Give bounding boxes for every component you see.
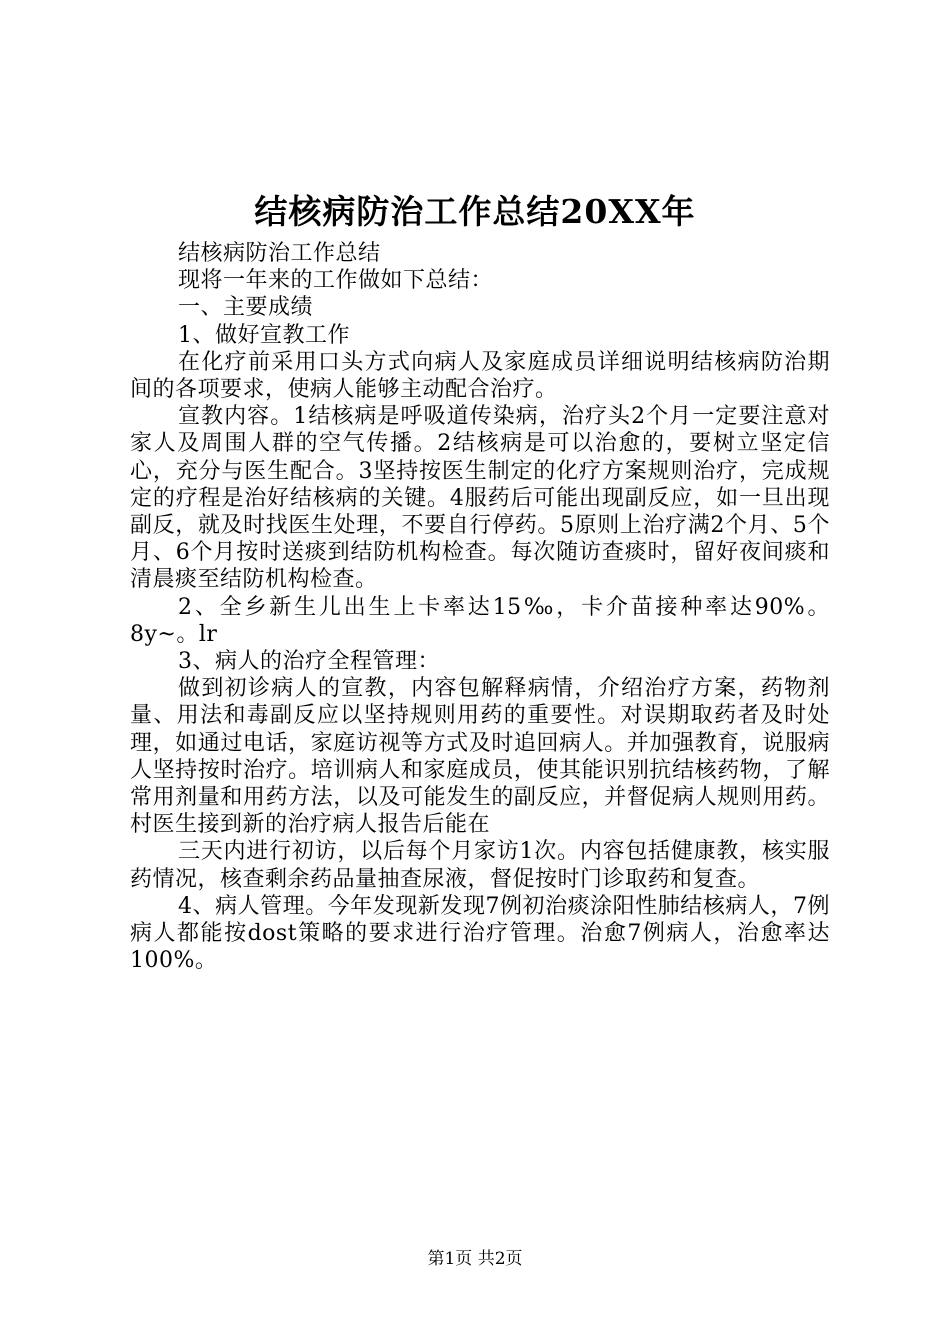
paragraph-education-method: 在化疗前采用口头方式向病人及家庭成员详细说明结核病防治期间的各项要求，使病人能够主动配合治疗。 (130, 349, 830, 403)
paragraph-heading: 结核病防治工作总结 (178, 241, 381, 266)
paragraph-treatment-management: 做到初诊病人的宣教，内容包解释病情，介绍治疗方案，药物剂量、用法和毒副反应以坚持规则用药的重要性。对误期取药者及时处理，如通过电话，家庭访视等方式及时追回病人。并加强教育，说服病人坚持按时治疗。培训病人和家庭成员，使其能识别抗结核药物，了解常用剂量和用药方法，以及可能发生的副反应，并督促病人规则用药。村医生接到新的治疗病人报告后能在 (130, 676, 830, 838)
subsection-heading-education: 1、做好宣教工作 (178, 322, 350, 348)
page-number-footer: 第1页 共2页 (427, 1249, 523, 1269)
paragraph-follow-up-visits: 三天内进行初访，以后每个月家访1次。内容包括健康教，核实服药情况，核查剩余药品量抽查尿液，督促按时门诊取药和复查。 (130, 839, 830, 892)
paragraph-education-content: 宣教内容。1结核病是呼吸道传染病，治疗头2个月一定要注意对家人及周围人群的空气传播。2结核病是可以治愈的，要树立坚定信心，充分与医生配合。3坚持按医生制定的化疗方案规则治疗，完成规定的疗程是治好结核病的关键。4服药后可能出现副反应，如一旦出现副反，就及时找医生处理，不要自行停药。5原则上治疗满2个月、5个月、6个月按时送痰到结防机构检查。每次随访查痰时，留好夜间痰和清晨痰至结防机构检查。 (130, 404, 830, 593)
document-title: 结核病防治工作总结20XX年 (254, 192, 696, 231)
paragraph-patient-management: 4、病人管理。今年发现新发现7例初治痰涂阳性肺结核病人，7例病人都能按dost策略的要求进行治疗管理。治愈7例病人，治愈率达100%。 (130, 893, 830, 974)
document-body (130, 240, 830, 974)
paragraph-intro: 现将一年来的工作做如下总结： (178, 268, 494, 294)
section-heading-main-achievements: 一、主要成绩 (178, 295, 314, 321)
subsection-heading-treatment-management: 3、病人的治疗全程管理： (178, 649, 440, 675)
paragraph-newborn-rates: 2、全乡新生儿出生上卡率达15‰，卡介苗接种率达90%。8y~。lr (130, 594, 830, 647)
